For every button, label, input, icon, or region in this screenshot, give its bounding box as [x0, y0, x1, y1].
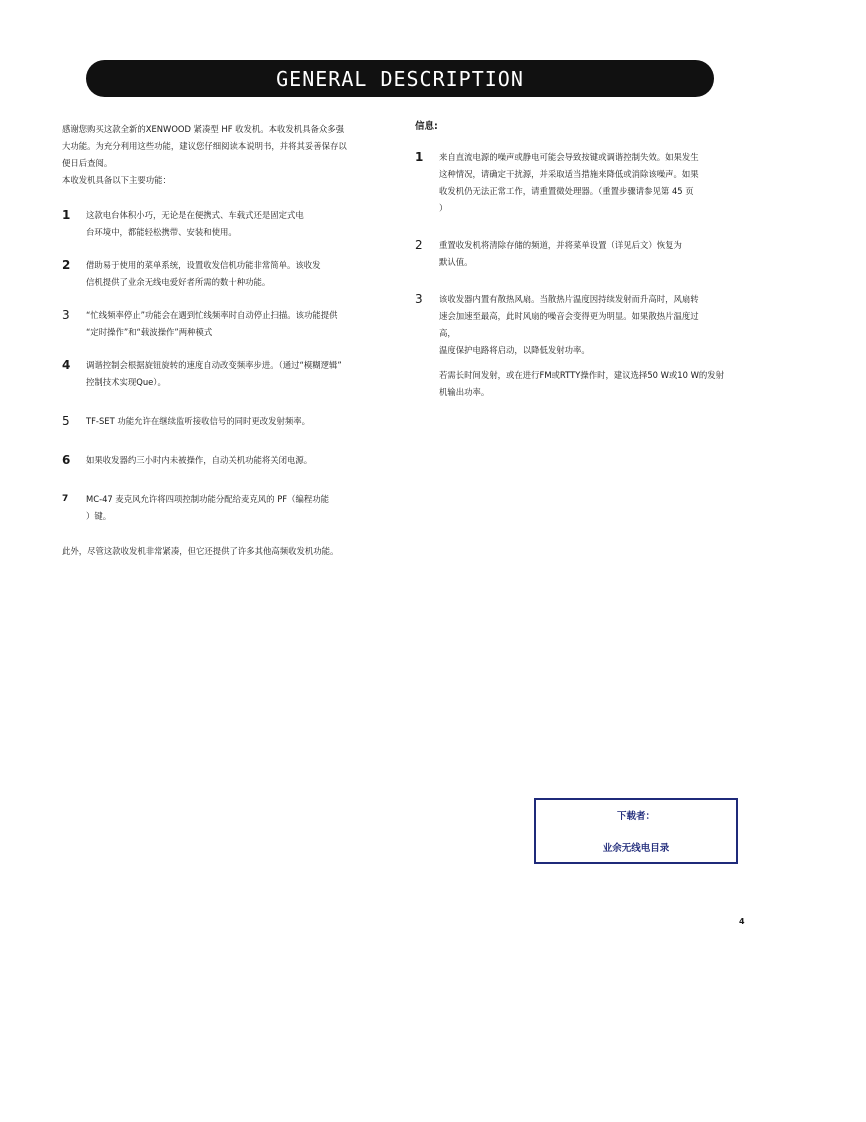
info-text: 温度保护电路将启动，以降低发射功率。 — [439, 345, 590, 355]
info-text: 默认值。 — [439, 257, 473, 267]
info-number: 3 — [415, 292, 423, 306]
info-text: 来自直流电源的噪声或静电可能会导致按键或调谐控制失效。如果发生 — [439, 152, 699, 162]
feature-text: 这款电台体积小巧，无论是在便携式、车载式还是固定式电 — [86, 210, 304, 220]
feature-number: 4 — [62, 358, 71, 372]
feature-item — [62, 413, 382, 430]
info-text: 重置收发机将清除存储的频道，并将菜单设置（详见后文）恢复为 — [439, 240, 682, 250]
intro-paragraph — [62, 121, 382, 189]
feature-text: 调谐控制会根据旋钮旋转的速度自动改变频率步进。（通过“模糊逻辑” — [86, 360, 342, 370]
feature-text: 信机提供了业余无线电爱好者所需的数十种功能。 — [86, 277, 271, 287]
info-note: 机输出功率。 — [439, 387, 490, 397]
feature-text: 控制技术实现Que）。 — [86, 377, 166, 387]
download-source: 业余无线电目录 — [602, 843, 670, 854]
intro-line: 感谢您购买这款全新的XENWOOD 紧凑型 HF 收发机。本收发机具备众多强 — [62, 124, 345, 134]
feature-text: MC-47 麦克风允许将四项控制功能分配给麦克风的 PF（编程功能 — [86, 494, 329, 504]
feature-item — [62, 491, 382, 525]
info-item — [415, 149, 750, 217]
feature-text: ）键。 — [86, 511, 112, 521]
feature-text: TF-SET 功能允许在继续监听接收信号的同时更改发射频率。 — [86, 416, 310, 426]
info-text: ） — [439, 203, 448, 213]
feature-number: 3 — [62, 308, 70, 322]
info-number: 1 — [415, 150, 424, 164]
feature-item — [62, 207, 382, 241]
download-label: 下载者： — [616, 811, 655, 822]
info-text: 该收发器内置有散热风扇。当散热片温度因持续发射而升高时，风扇转 — [439, 294, 699, 304]
closing-paragraph: 此外，尽管这款收发机非常紧凑，但它还提供了许多其他高频收发机功能。 — [62, 546, 339, 556]
title-banner — [86, 60, 714, 97]
feature-item — [62, 307, 382, 341]
intro-line: 本收发机具备以下主要功能： — [62, 175, 171, 185]
intro-line: 大功能。为充分利用这些功能，建议您仔细阅读本说明书，并将其妥善保存以 — [62, 141, 347, 151]
feature-item — [62, 257, 382, 291]
info-note: 若需长时间发射，或在进行FM或RTTY操作时，建议选择50 W或10 W的发射 — [439, 370, 725, 380]
feature-text: “定时操作”和“载波操作”两种模式 — [86, 327, 213, 337]
feature-number: 6 — [62, 453, 71, 467]
feature-item — [62, 357, 382, 391]
page-number: 4 — [739, 917, 745, 926]
info-item — [415, 237, 750, 271]
feature-number: 5 — [62, 414, 70, 428]
info-text: 收发机仍无法正常工作，请重置微处理器。（重置步骤请参见第 45 页 — [439, 186, 694, 196]
feature-text: 台环境中，都能轻松携带、安装和使用。 — [86, 227, 237, 237]
feature-number: 1 — [62, 208, 71, 222]
info-heading: 信息: — [415, 121, 438, 132]
feature-number: 7 — [62, 494, 69, 504]
feature-text: 如果收发器约三小时内未被操作，自动关机功能将关闭电源。 — [86, 455, 313, 465]
info-item — [415, 291, 750, 401]
feature-text: 借助易于使用的菜单系统，设置收发信机功能非常简单。该收发 — [86, 260, 321, 270]
download-box — [534, 798, 738, 864]
info-text: 高， — [439, 328, 456, 338]
page-title: GENERAL DESCRIPTION — [276, 66, 524, 91]
feature-text: “忙线频率停止”功能会在遇到忙线频率时自动停止扫描。该功能提供 — [86, 310, 338, 320]
feature-item — [62, 452, 382, 469]
right-column — [415, 118, 750, 401]
info-text: 这种情况，请确定干扰源，并采取适当措施来降低或消除该噪声。如果 — [439, 169, 699, 179]
intro-line: 便日后查阅。 — [62, 158, 113, 168]
info-number: 2 — [415, 238, 423, 252]
info-text: 速会加速至最高，此时风扇的噪音会变得更为明显。如果散热片温度过 — [439, 311, 699, 321]
feature-number: 2 — [62, 258, 71, 272]
left-column — [62, 121, 382, 560]
